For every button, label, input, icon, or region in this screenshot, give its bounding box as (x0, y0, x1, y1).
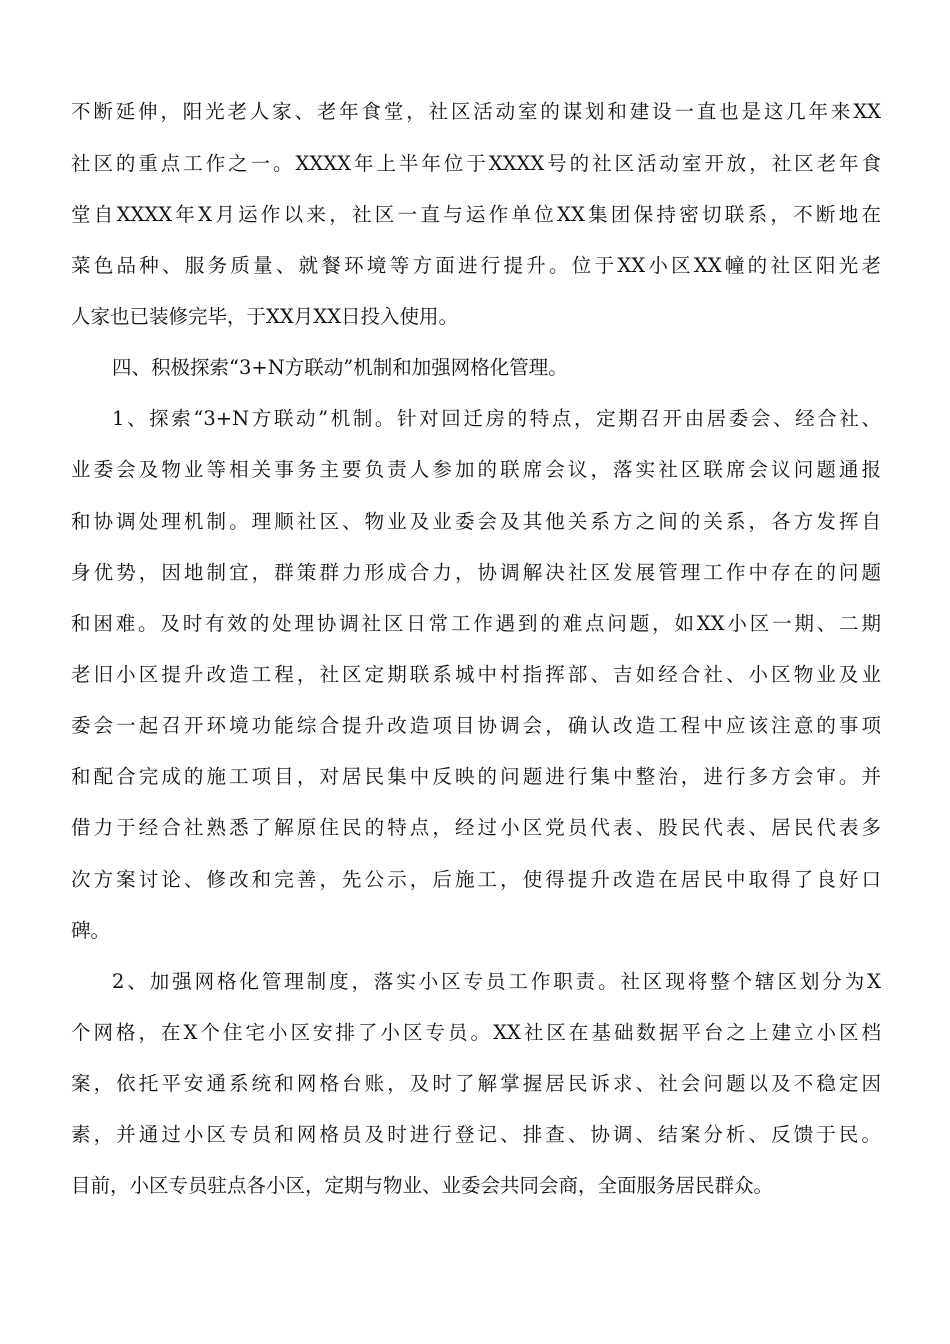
paragraph-line: 委会一起召开环境功能综合提升改造项目协调会，确认改造工程中应该注意的事项 (71, 714, 881, 737)
paragraph-line: 次方案讨论、修改和完善，先公示，后施工，使得提升改造在居民中取得了良好口 (71, 868, 881, 891)
paragraph-line: 社区的重点工作之一。XXXX年上半年位于XXXX号的社区活动室开放，社区老年食 (71, 152, 881, 175)
paragraph-line: 和协调处理机制。理顺社区、物业及业委会及其他关系方之间的关系，各方发挥自 (71, 510, 881, 533)
paragraph-line: 不断延伸，阳光老人家、老年食堂，社区活动室的谋划和建设一直也是这几年来XX (71, 100, 881, 123)
paragraph-line: 身优势，因地制宜，群策群力形成合力，协调解决社区发展管理工作中存在的问题 (71, 561, 881, 584)
section-heading: 四、积极探索“3+N方联动”机制和加强网格化管理。 (112, 356, 568, 379)
paragraph-line: 菜色品种、服务质量、就餐环境等方面进行提升。位于XX小区XX幢的社区阳光老 (71, 254, 881, 277)
paragraph-line: 借力于经合社熟悉了解原住民的特点，经过小区党员代表、股民代表、居民代表多 (71, 816, 881, 839)
paragraph-line: 2、加强网格化管理制度，落实小区专员工作职责。社区现将整个辖区划分为X (112, 970, 881, 993)
paragraph-line: 人家也已装修完毕，于XX月XX日投入使用。 (71, 305, 459, 328)
paragraph-line: 目前，小区专员驻点各小区，定期与物业、业委会共同会商，全面服务居民群众。 (71, 1174, 774, 1197)
paragraph-line: 堂自XXXX年X月运作以来，社区一直与运作单位XX集团保持密切联系，不断地在 (71, 203, 881, 226)
paragraph-line: 业委会及物业等相关事务主要负责人参加的联席会议，落实社区联席会议问题通报 (71, 458, 881, 481)
paragraph-line: 素，并通过小区专员和网格员及时进行登记、排查、协调、结案分析、反馈于民。 (71, 1123, 881, 1146)
paragraph-line: 案，依托平安通系统和网格台账，及时了解掌握居民诉求、社会问题以及不稳定因 (71, 1072, 881, 1095)
paragraph-line: 1、探索“3+N方联动”机制。针对回迁房的特点，定期召开由居委会、经合社、 (112, 407, 881, 430)
paragraph-line: 和困难。及时有效的处理协调社区日常工作遇到的难点问题，如XX小区一期、二期 (71, 612, 881, 635)
paragraph-line: 个网格，在X个住宅小区安排了小区专员。XX社区在基础数据平台之上建立小区档 (71, 1021, 881, 1044)
paragraph-line: 碑。 (71, 919, 111, 942)
paragraph-line: 老旧小区提升改造工程，社区定期联系城中村指挥部、吉如经合社、小区物业及业 (71, 663, 881, 686)
paragraph-line: 和配合完成的施工项目，对居民集中反映的问题进行集中整治，进行多方会审。并 (71, 765, 881, 788)
